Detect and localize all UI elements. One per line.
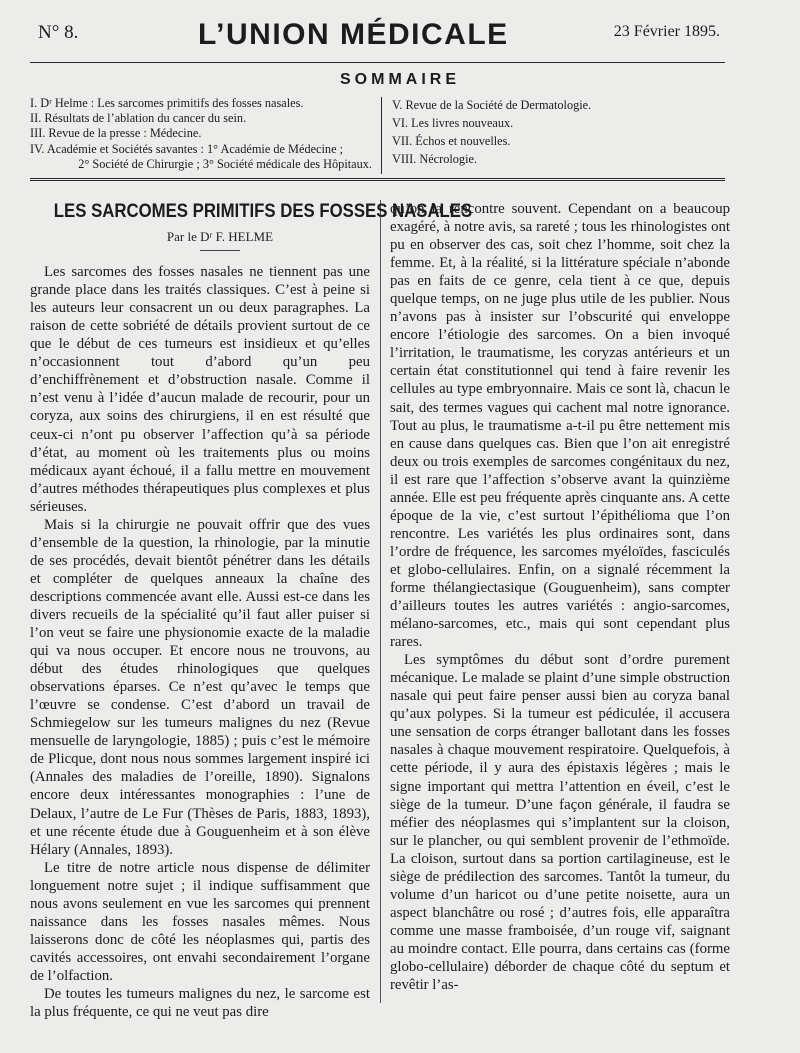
issue-date: 23 Février 1895. [613,23,720,40]
sommaire-left-column [30,96,372,172]
sommaire-title: SOMMAIRE [340,71,460,88]
sommaire-bottom-rule [30,178,725,181]
journal-title: L’UNION MÉDICALE [198,18,509,51]
sommaire-item: IV. Académie et Sociétés savantes : 1° Académie de Médecine ; [30,141,344,156]
sommaire-item: V. Revue de la Société de Dermatologie. [392,98,592,112]
article-left-column [30,200,473,1021]
paragraph: Le titre de notre article nous dispense de délimiter longuement notre sujet ; il indique suffisamment que nous avons seulement en vue les sarcomes qui prennent naissance dans les fosses nasales mêmes. Nous laisserons donc de côté les néoplasmes qui, partis des cavités accessoires, ont envahi secondairement l’organe de l’olfaction. [30,859,370,984]
sommaire-item: VII. Échos et nouvelles. [392,134,511,148]
paragraph: Mais si la chirurgie ne pouvait offrir que des vues d’ensemble de la question, la rhinologie, par la minutie de ses procédés, devait bientôt pénétrer dans les détails et compléter de quelques anneaux la chaîne des descriptions commencée avant elle. Aussi est-ce dans les divers recueils de la spécialité qu’il faut aller puiser si l’on veut se faire une physionomie exacte de la maladie qui va nous occuper. Et encore nous ne trouvons, au début des études rhinologiques que quelques observations éparses. Ce n’est qu’avec le temps que l’œuvre se condense. C’est d’abord un travail de Schmiegelow sur les tumeurs malignes du nez (Revue mensuelle de laryngologie, 1885) ; puis c’est le mémoire de Plicque, dont nous nous sommes largement inspiré ici (Annales des maladies de l’oreille, 1890). Signalons encore deux intéressantes monographies : l’une de Delaux, l’autre de Le Fur (Thèses de Paris, 1883, 1893), et une récente étude due à Gouguenheim et à son élève Hélary (Annales, 1893). [30,516,370,858]
byline-rule [200,250,240,251]
paragraph: Les symptômes du début sont d’ordre purement mécanique. Le malade se plaint d’une simple obstruction nasale qui peut faire penser aussi bien au coryza banal qu’aux polypes. Si la tumeur est pédiculée, il accusera une sensation de corps étranger ballotant dans les fosses nasales à chaque mouvement respiratoire. Quelquefois, à cette période, il y aura des épistaxis légères ; mais le signe important qui mettra l’attention en éveil, c’est le siège de la tumeur. D’une façon générale, il faudra se méfier des néoplasmes qui s’implantent sur la cloison, sur le plancher, ou qui semblent provenir de l’ethmoïde. La cloison, surtout dans sa portion cartilagineuse, est le siège de prédilection des sarcomes. Tantôt la tumeur, du volume d’un haricot ou d’une petite noisette, aura un aspect blanchâtre ou rosé ; d’autres fois, elle apparaîtra comme une masse framboisée, d’un rouge vif, saignant au moindre contact. Elle pourra, dans certains cas (forme globo-cellulaire) déborder de chaque côté du septum et revêtir l’as- [390,652,730,994]
issue-number: N° 8. [38,22,79,43]
sommaire-item: III. Revue de la presse : Médecine. [30,126,202,141]
article-right-column [390,200,730,994]
sommaire-item: 2° Société de Chirurgie ; 3° Société médicale des Hôpitaux. [78,156,372,171]
sommaire-item: VIII. Nécrologie. [392,152,478,166]
column-divider [380,200,381,1003]
article-byline: Par le Dʳ F. HELME [166,229,274,245]
paragraph: Les sarcomes des fosses nasales ne tiennent pas une grande place dans les traités classiques. C’est à peine si les auteurs leur consacrent un ou deux paragraphes. La raison de cette sobriété de détails provient surtout de ce que le début de ces tumeurs est insidieux et qu’elles n’occasionnent tout d’abord qu’un peu d’enchiffrènement et d’obstruction nasale. Comme il n’est venu à l’idée d’aucun malade de recourir, pour un coryza, aux soins des chirurgiens, il en est résulté que ceux-ci n’ont pu observer l’affection qu’à sa période d’état, au moment où les traitements plus ou moins médicaux ayant échoué, il a fallu mettre en mouvement d’autres méthodes thérapeutiques plus complexes et plus sérieuses. [30,264,370,515]
sommaire-divider [381,97,382,174]
paragraph: De toutes les tumeurs malignes du nez, le sarcome est la plus fréquente, ce qui ne veut pas dire [30,985,370,1021]
masthead [30,18,730,52]
paragraph: qu’on la rencontre souvent. Cependant on a beaucoup exagéré, à notre avis, sa rareté ; tous les rhinologistes ont pu en observer des cas, soit chez l’homme, soit chez la femme. Et, à la réalité, si la littérature spéciale n’abonde pas en faits de ce genre, cela tient à ce que, depuis quelque temps, on ne juge plus utile de les publier. Nous n’avons pas à insister sur l’obscurité qui enveloppe encore l’étiologie des sarcomes. On a bien invoqué l’irritation, le traumatisme, les coryzas antérieurs et un certain état constitutionnel qui tend à faire revenir les cellules au type embryonnaire. Mais ce sont là, chacun le sait, des termes vagues qui cachent mal notre ignorance. Tout au plus, le traumatisme a-t-il pu être nettement mis en cause dans quelques cas. Bien que l’on ait enregistré deux ou trois exemples de sarcomes congénitaux du nez, il est rare que l’affection s’observe avant la quinzième année. Elle est peu fréquente après cinquante ans. A cette époque de la vie, c’est surtout l’épithélioma que l’on rencontre. Les variétés les plus ordinaires sont, dans l’ordre de fréquence, les sarcomes myéloïdes, fasciculés et globo-cellulaires. Enfin, on a signalé récemment la forme thélangiectasique (Gouguenheim), sans compter d’ailleurs toutes les autres variétés : angio-sarcomes, mélano-sarcomes, etc., mais qui sont cependant plus rares. [390,201,730,651]
sommaire-item: II. Résultats de l’ablation du cancer du sein. [30,111,247,126]
masthead-rule [30,62,725,63]
sommaire-item: I. Dʳ Helme : Les sarcomes primitifs des fosses nasales. [30,96,304,110]
sommaire-item: VI. Les livres nouveaux. [392,116,514,130]
article-title: LES SARCOMES PRIMITIFS DES FOSSES NASALES [53,200,473,222]
sommaire-right-column [392,96,732,168]
